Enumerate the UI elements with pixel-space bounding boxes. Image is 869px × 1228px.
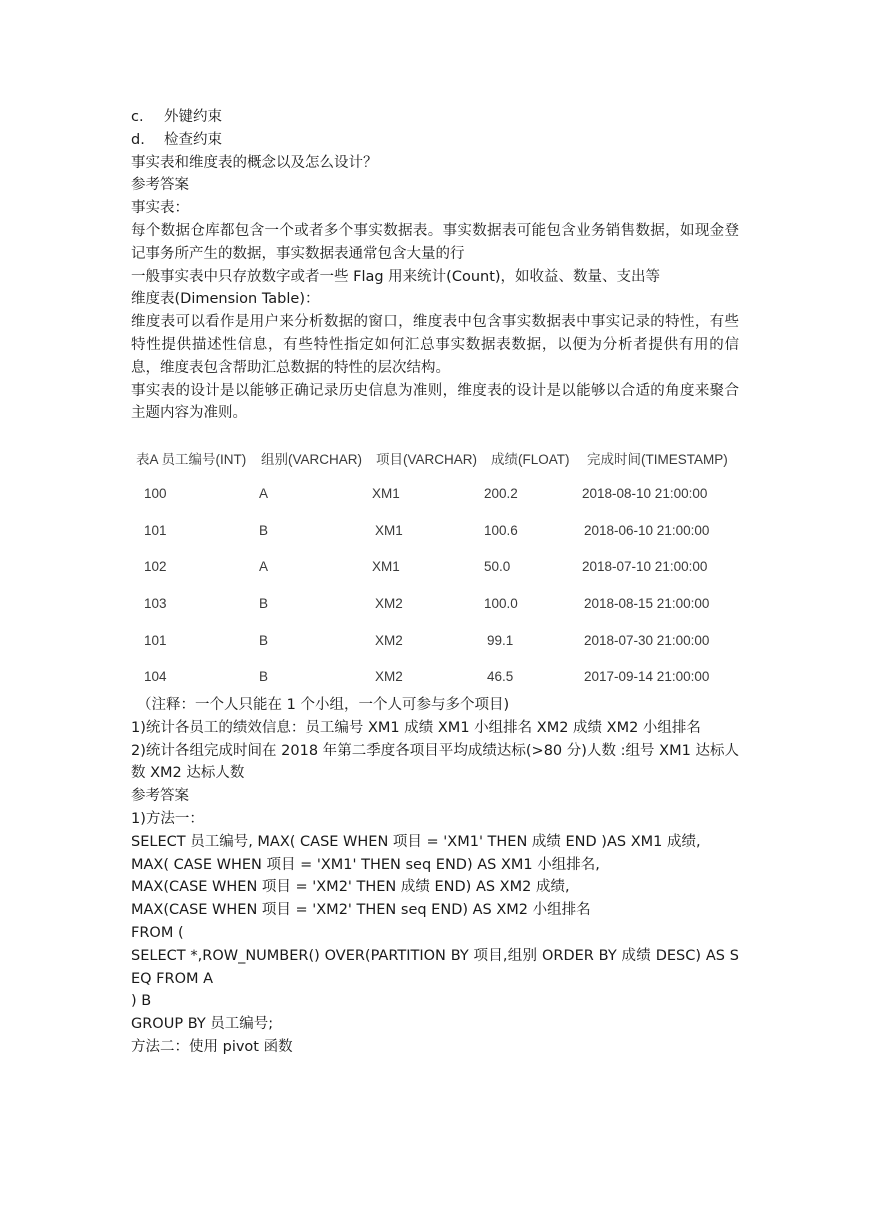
- method-2-label: 方法二：使用 pivot 函数: [131, 1038, 293, 1055]
- table-cell: 2018-08-10 21:00:00: [582, 486, 708, 501]
- table-cell: B: [259, 522, 269, 538]
- table-row: [133, 551, 743, 588]
- table-cell: 200.2: [484, 486, 518, 501]
- table-cell: XM2: [375, 632, 403, 648]
- option-d-text: 检查约束: [164, 131, 222, 148]
- table-header-cell: 组别(VARCHAR): [261, 452, 362, 467]
- table-cell: XM1: [375, 522, 403, 538]
- table-cell: 2018-08-15 21:00:00: [584, 596, 710, 612]
- table-cell: B: [259, 632, 269, 648]
- table-row: [133, 625, 743, 662]
- fact-table-description: 每个数据仓库都包含一个或者多个事实数据表。事实数据表可能包含业务销售数据，如现金登记事务所产生的数据，事实数据表通常包含大量的行: [131, 222, 739, 262]
- table-cell: B: [259, 596, 269, 612]
- data-table: [133, 440, 743, 685]
- document-body-top: [131, 106, 739, 425]
- table-cell: B: [259, 669, 269, 685]
- table-cell: 100.0: [484, 596, 518, 612]
- table-cell: A: [259, 559, 269, 575]
- answer-label-2: 参考答案: [131, 788, 189, 805]
- sql-line-1: SELECT 员工编号, MAX( CASE WHEN 项目 = 'XM1' THEN 成绩 END )AS XM1 成绩,: [131, 833, 701, 850]
- table-header-cell: 项目(VARCHAR): [376, 452, 477, 467]
- option-d-prefix: d.: [131, 131, 145, 148]
- table-cell: XM2: [375, 596, 403, 612]
- task-1: 1)统计各员工的绩效信息：员工编号 XM1 成绩 XM1 小组排名 XM2 成绩 XM2 小组排名: [131, 719, 701, 736]
- sql-line-3: MAX(CASE WHEN 项目 = 'XM2' THEN 成绩 END) AS XM2 成绩,: [131, 879, 570, 896]
- option-d: [131, 129, 739, 152]
- table-row: [133, 588, 743, 625]
- table-cell: XM1: [372, 486, 400, 501]
- option-c-text: 外键约束: [164, 109, 222, 125]
- sql-line-6: SELECT *,ROW_NUMBER() OVER(PARTITION BY 项目,组别 ORDER BY 成绩 DESC) AS SEQ FROM A: [131, 947, 739, 987]
- document-body-bottom: [131, 694, 739, 1059]
- table-header-cell: 完成时间(TIMESTAMP): [587, 452, 728, 467]
- dimension-table-description: 维度表可以看作是用户来分析数据的窗口，维度表中包含事实数据表中事实记录的特性，有些特性提供描述性信息，有些特性指定如何汇总事实数据表数据，以便为分析者提供有用的信息，维度表包含帮助汇总数据的特性的层次结构。: [131, 314, 739, 376]
- table-header-cell: 表A 员工编号(INT): [136, 452, 247, 467]
- sql-line-2: MAX( CASE WHEN 项目 = 'XM1' THEN seq END) AS XM1 小组排名,: [131, 856, 600, 873]
- table-note: （注释：一个人只能在 1 个小组，一个人可参与多个项目): [137, 697, 510, 713]
- table-cell: 101: [144, 522, 167, 538]
- table-cell: XM2: [375, 669, 403, 685]
- fact-table-note: 一般事实表中只存放数字或者一些 Flag 用来统计(Count)，如收益、数量、支出等: [131, 268, 661, 285]
- sql-line-7: ) B: [131, 993, 152, 1010]
- sql-line-5: FROM (: [131, 924, 184, 941]
- option-c-prefix: c.: [131, 109, 144, 125]
- table-header-row: [133, 440, 743, 476]
- table-cell: 99.1: [487, 632, 514, 648]
- table-cell: 100: [144, 486, 167, 501]
- table-row: [133, 515, 743, 552]
- table-cell: 46.5: [487, 669, 514, 685]
- table-cell: 103: [144, 596, 167, 612]
- table-row: [133, 661, 743, 698]
- fact-table-label: 事实表：: [131, 200, 189, 217]
- table-row: [133, 478, 743, 515]
- table-cell: 2017-09-14 21:00:00: [584, 669, 710, 685]
- table-cell: A: [259, 486, 269, 501]
- table-cell: 101: [144, 632, 167, 648]
- sql-line-4: MAX(CASE WHEN 项目 = 'XM2' THEN seq END) AS XM2 小组排名: [131, 902, 591, 919]
- table-cell: 50.0: [484, 559, 511, 575]
- task-2: 2)统计各组完成时间在 2018 年第二季度各项目平均成绩达标(>80 分)人数 :组号 XM1 达标人数 XM2 达标人数: [131, 742, 739, 782]
- table-cell: 104: [144, 669, 167, 685]
- question-heading: 事实表和维度表的概念以及怎么设计？: [131, 154, 378, 171]
- option-c: [131, 106, 739, 129]
- table-cell: 2018-07-30 21:00:00: [584, 632, 710, 648]
- sql-line-8: GROUP BY 员工编号;: [131, 1016, 274, 1033]
- table-cell: 100.6: [484, 522, 518, 538]
- answer-label: 参考答案: [131, 177, 189, 194]
- table-cell: 102: [144, 559, 167, 575]
- table-header-cell: 成绩(FLOAT): [491, 452, 570, 467]
- design-principle: 事实表的设计是以能够正确记录历史信息为准则，维度表的设计是以能够以合适的角度来聚合主题内容为准则。: [131, 382, 739, 422]
- table-cell: 2018-06-10 21:00:00: [584, 522, 710, 538]
- dimension-table-label: 维度表(Dimension Table)：: [131, 291, 320, 308]
- table-body: [133, 478, 743, 698]
- table-cell: 2018-07-10 21:00:00: [582, 559, 708, 575]
- table-cell: XM1: [372, 559, 400, 575]
- method-1-label: 1)方法一：: [131, 810, 204, 827]
